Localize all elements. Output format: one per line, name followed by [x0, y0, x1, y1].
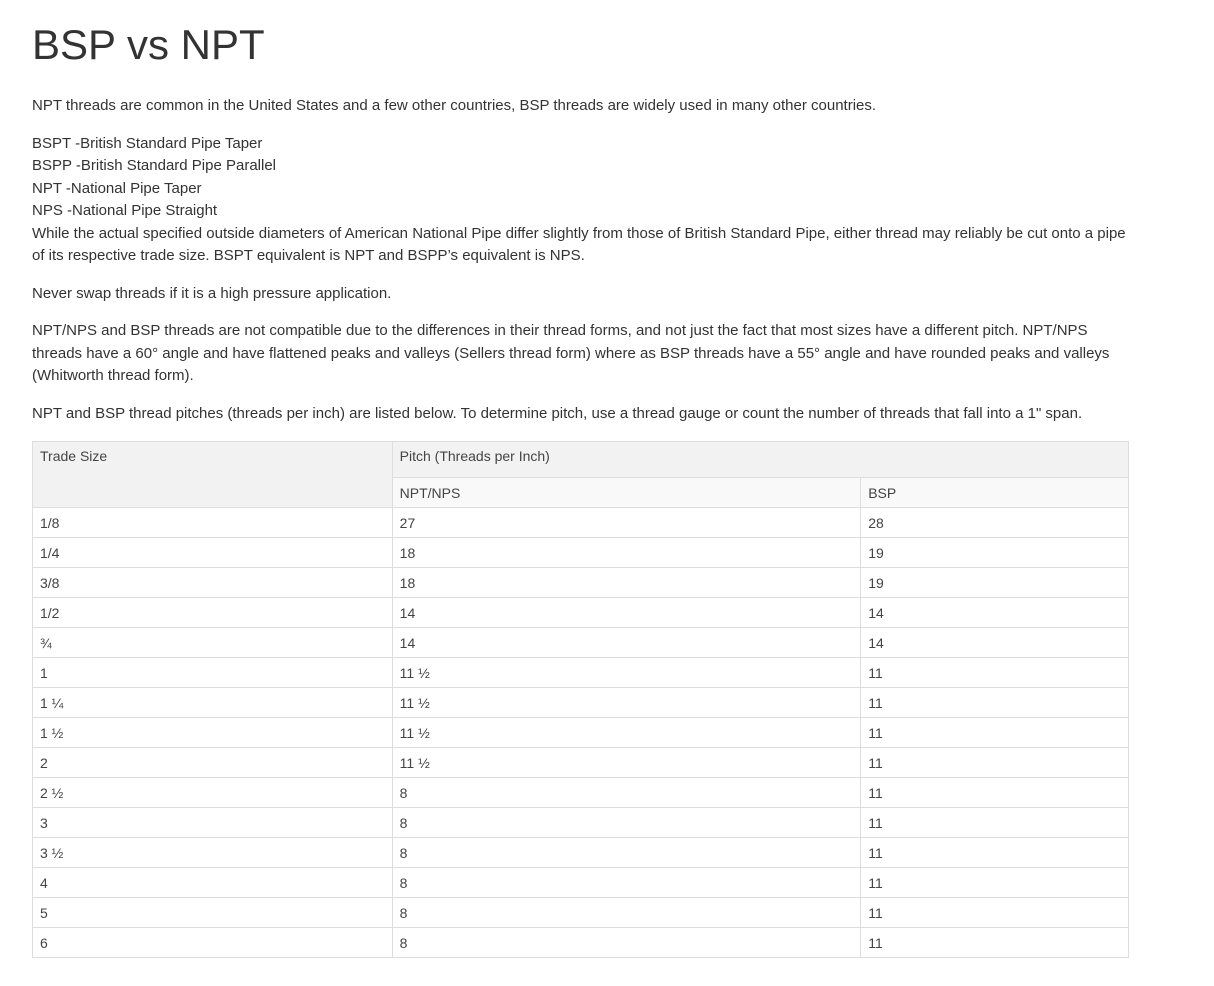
- definitions-paragraph: [32, 133, 1132, 268]
- table-row: [33, 868, 1129, 898]
- table-row: [33, 898, 1129, 928]
- table-row: [33, 718, 1129, 748]
- equivalence-text: While the actual specified outside diameters of American National Pipe differ slightly from those of British Standard Pipe, either thread may reliably be cut onto a pipe of its respective trade size. BSPT equivalent is NPT and BSPP’s equivalent is NPS.: [32, 224, 1126, 264]
- cell-bsp-pitch: 11: [861, 658, 1129, 688]
- table-row: [33, 658, 1129, 688]
- table-row: [33, 688, 1129, 718]
- intro-paragraph: NPT threads are common in the United States and a few other countries, BSP threads are widely used in many other countries.: [32, 97, 877, 114]
- cell-npt-nps-pitch: 27: [392, 508, 861, 538]
- cell-bsp-pitch: 19: [861, 568, 1129, 598]
- header-npt-nps: NPT/NPS: [392, 478, 861, 508]
- header-trade-size: Trade Size: [33, 442, 393, 508]
- cell-bsp-pitch: 11: [861, 718, 1129, 748]
- cell-bsp-pitch: 14: [861, 628, 1129, 658]
- header-bsp: BSP: [861, 478, 1129, 508]
- cell-npt-nps-pitch: 14: [392, 628, 861, 658]
- cell-trade-size: 1/8: [33, 508, 393, 538]
- table-body: [33, 508, 1129, 958]
- pitch-note: NPT and BSP thread pitches (threads per inch) are listed below. To determine pitch, use a thread gauge or count the number of threads that fall into a 1" span.: [32, 404, 1083, 422]
- cell-trade-size: 2: [33, 748, 393, 778]
- cell-trade-size: 3 ½: [33, 838, 393, 868]
- cell-npt-nps-pitch: 8: [392, 868, 861, 898]
- cell-bsp-pitch: 11: [861, 808, 1129, 838]
- table-row: [33, 808, 1129, 838]
- table-row: [33, 598, 1129, 628]
- cell-trade-size: 1/4: [33, 538, 393, 568]
- cell-npt-nps-pitch: 11 ½: [392, 748, 861, 778]
- cell-trade-size: 1 ½: [33, 718, 393, 748]
- cell-bsp-pitch: 11: [861, 688, 1129, 718]
- definition-npt: NPT -National Pipe Taper: [32, 179, 202, 197]
- definition-bspp: BSPP -British Standard Pipe Parallel: [32, 157, 277, 174]
- article: [32, 0, 1132, 958]
- cell-bsp-pitch: 19: [861, 538, 1129, 568]
- cell-npt-nps-pitch: 14: [392, 598, 861, 628]
- cell-npt-nps-pitch: 11 ½: [392, 688, 861, 718]
- definition-bspt: BSPT -British Standard Pipe Taper: [32, 134, 263, 152]
- cell-trade-size: 4: [33, 868, 393, 898]
- table-row: [33, 508, 1129, 538]
- table-row: [33, 748, 1129, 778]
- compatibility-paragraph: NPT/NPS and BSP threads are not compatible due to the differences in their thread forms, and not just the fact that most sizes have a different pitch. NPT/NPS threads have a 60° angle and have flattened peaks and valleys (Sellers thread form) where as BSP threads have a 55° angle and have rounded peaks and valleys (Whitworth thread form).: [32, 322, 1110, 384]
- cell-npt-nps-pitch: 8: [392, 928, 861, 958]
- cell-trade-size: 6: [33, 928, 393, 958]
- table-row: [33, 538, 1129, 568]
- cell-bsp-pitch: 11: [861, 928, 1129, 958]
- cell-trade-size: 3: [33, 808, 393, 838]
- table-row: [33, 568, 1129, 598]
- thread-pitch-table: [32, 441, 1129, 958]
- cell-npt-nps-pitch: 8: [392, 898, 861, 928]
- cell-trade-size: ¾: [33, 628, 393, 658]
- header-pitch: Pitch (Threads per Inch): [392, 442, 1128, 478]
- cell-trade-size: 1 ¼: [33, 688, 393, 718]
- cell-npt-nps-pitch: 11 ½: [392, 658, 861, 688]
- cell-npt-nps-pitch: 18: [392, 538, 861, 568]
- table-row: [33, 928, 1129, 958]
- cell-bsp-pitch: 11: [861, 748, 1129, 778]
- cell-trade-size: 1: [33, 658, 393, 688]
- definition-nps: NPS -National Pipe Straight: [32, 202, 218, 219]
- cell-npt-nps-pitch: 8: [392, 778, 861, 808]
- cell-trade-size: 1/2: [33, 598, 393, 628]
- table-row: [33, 778, 1129, 808]
- cell-trade-size: 5: [33, 898, 393, 928]
- cell-bsp-pitch: 28: [861, 508, 1129, 538]
- cell-npt-nps-pitch: 8: [392, 808, 861, 838]
- cell-npt-nps-pitch: 11 ½: [392, 718, 861, 748]
- cell-bsp-pitch: 14: [861, 598, 1129, 628]
- table-row: [33, 628, 1129, 658]
- cell-bsp-pitch: 11: [861, 868, 1129, 898]
- cell-trade-size: 3/8: [33, 568, 393, 598]
- cell-npt-nps-pitch: 18: [392, 568, 861, 598]
- cell-trade-size: 2 ½: [33, 778, 393, 808]
- swap-warning: Never swap threads if it is a high pressure application.: [32, 284, 392, 302]
- cell-bsp-pitch: 11: [861, 898, 1129, 928]
- cell-npt-nps-pitch: 8: [392, 838, 861, 868]
- page-title: BSP vs NPT: [32, 21, 265, 68]
- cell-bsp-pitch: 11: [861, 778, 1129, 808]
- cell-bsp-pitch: 11: [861, 838, 1129, 868]
- table-row: [33, 838, 1129, 868]
